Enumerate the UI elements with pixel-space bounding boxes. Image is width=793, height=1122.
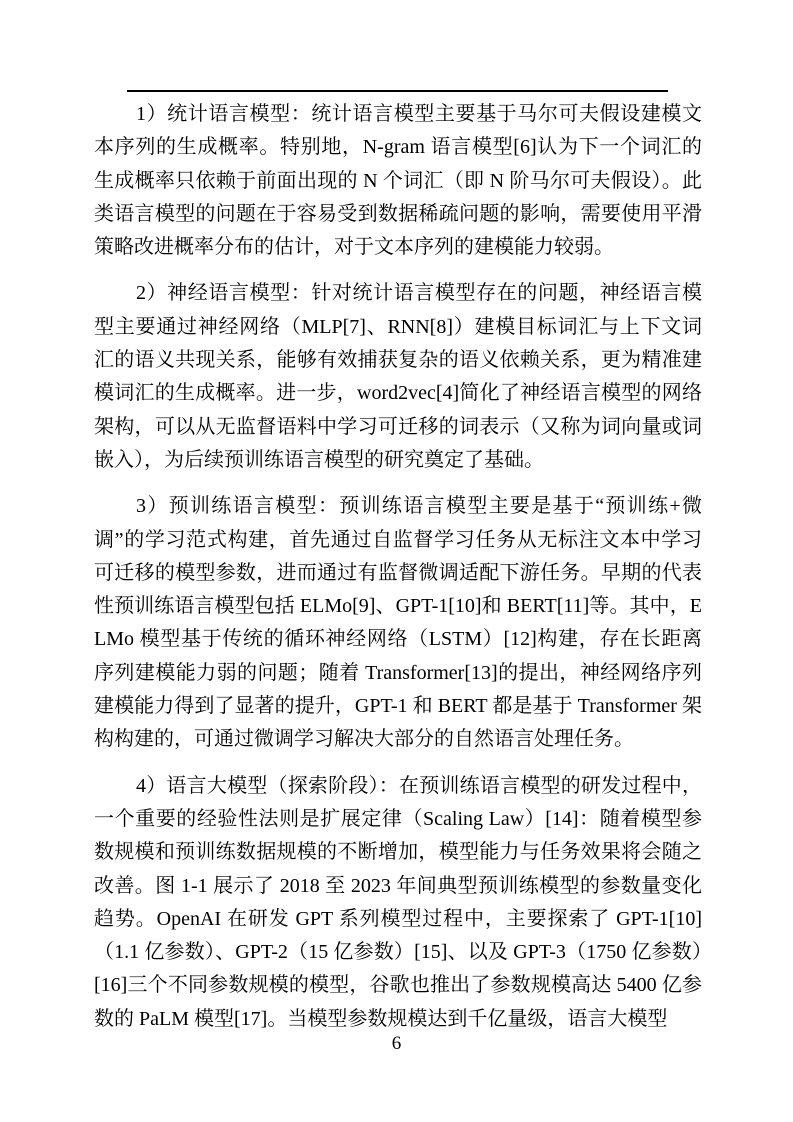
paragraph-large-language-model-exploration: 4）语言大模型（探索阶段）：在预训练语言模型的研发过程中，一个重要的经验性法则是扩展定律（Scaling Law）[14]：随着模型参数规模和预训练数据规模的不断增加，模型能力与任务效果将会随之改善。图 1-1 展示了 2018 至 2023 年间典型预训练模型的参数量变化趋势。OpenAI 在研发 GPT 系列模型过程中，主要探索了 GPT-1[10]（1.1 亿参数）、GPT-2（15 亿参数）[15]、以及 GPT-3（1750 亿参数）[16]三个不同参数规模的模型，谷歌也推出了参数规模高达 5400 亿参数的 PaLM 模型[17]。当模型参数规模达到千亿量级，语言大模型: [94, 774, 702, 1030]
page-number: 6: [391, 1033, 402, 1054]
page-body: [94, 98, 702, 1049]
paragraph-pretrained-language-model: 3）预训练语言模型：预训练语言模型主要是基于“预训练+微调”的学习范式构建，首先通过自监督学习任务从无标注文本中学习可迁移的模型参数，进而通过有监督微调适配下游任务。早期的代表性预训练语言模型包括 ELMo[9]、GPT-1[10]和 BERT[11]等。其中，ELMo 模型基于传统的循环神经网络（LSTM）[12]构建，存在长距离序列建模能力弱的问题；随着 Transformer[13]的提出，神经网络序列建模能力得到了显著的提升，GPT-1 和 BERT 都是基于 Transformer 架构构建的，可通过微调学习解决大部分的自然语言处理任务。: [94, 495, 702, 751]
header-rule: [127, 90, 668, 92]
paragraph-statistical-language-model: 1）统计语言模型：统计语言模型主要基于马尔可夫假设建模文本序列的生成概率。特别地，N-gram 语言模型[6]认为下一个词汇的生成概率只依赖于前面出现的 N 个词汇（即 N 阶马尔可夫假设）。此类语言模型的问题在于容易受到数据稀疏问题的影响，需要使用平滑策略改进概率分布的估计，对于文本序列的建模能力较弱。: [94, 103, 702, 259]
paragraph-neural-language-model: 2）神经语言模型：针对统计语言模型存在的问题，神经语言模型主要通过神经网络（MLP[7]、RNN[8]）建模目标词汇与上下文词汇的语义共现关系，能够有效捕获复杂的语义依赖关系，更为精准建模词汇的生成概率。进一步，word2vec[4]简化了神经语言模型的网络架构，可以从无监督语料中学习可迁移的词表示（又称为词向量或词嵌入），为后续预训练语言模型的研究奠定了基础。: [94, 282, 702, 471]
